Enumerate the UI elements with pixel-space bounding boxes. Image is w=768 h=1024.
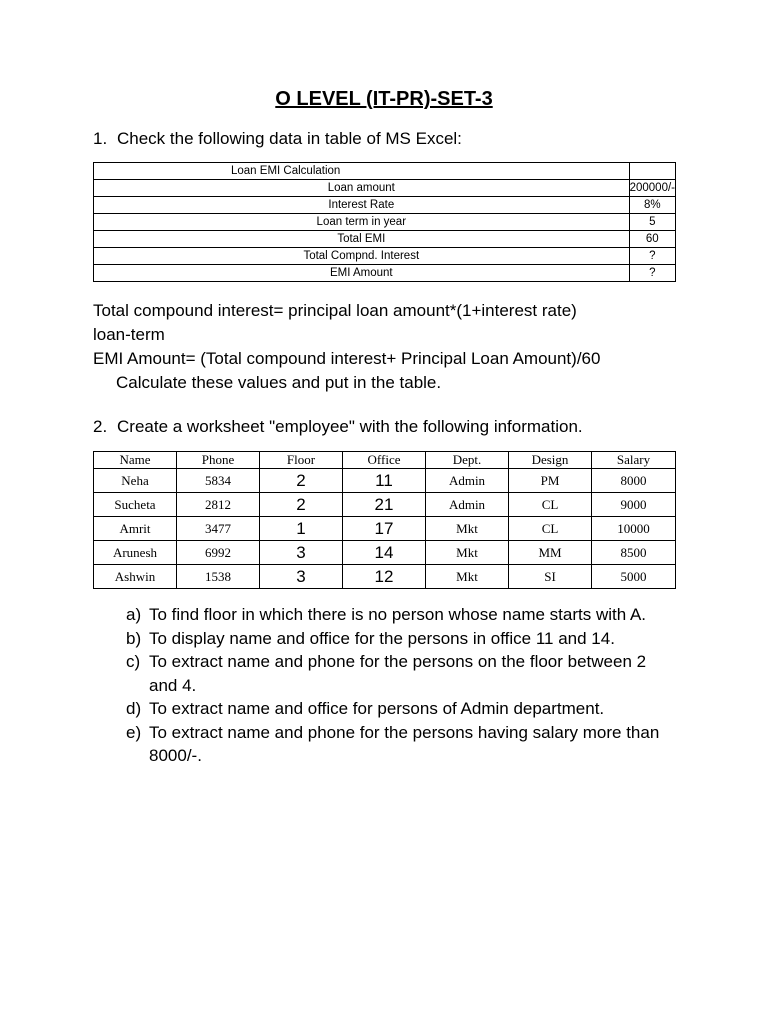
cell-design: CL <box>509 493 592 517</box>
cell-design: PM <box>509 469 592 493</box>
task-text: To extract name and phone for the persons having salary more than 8000/-. <box>149 722 660 765</box>
cell-office: 17 <box>343 517 426 541</box>
list-item <box>126 697 679 721</box>
emi-row-label: Loan term in year <box>94 214 630 231</box>
list-item <box>126 627 679 651</box>
emi-row-label: Total Compnd. Interest <box>94 248 630 265</box>
loan-emi-table <box>93 162 676 282</box>
page-title: O LEVEL (IT-PR)-SET-3 <box>275 88 493 110</box>
column-header: Phone <box>177 452 260 469</box>
emi-table-header-value <box>629 163 675 180</box>
cell-dept: Mkt <box>426 565 509 589</box>
cell-salary: 5000 <box>592 565 676 589</box>
list-item <box>126 650 679 697</box>
question-2 <box>93 417 583 437</box>
emi-row-value: 5 <box>629 214 675 231</box>
task-letter: e) <box>126 722 142 742</box>
cell-office: 14 <box>343 541 426 565</box>
table-row <box>94 197 676 214</box>
question-1-number: 1. <box>93 129 108 148</box>
task-text: To find floor in which there is no person whose name starts with A. <box>149 605 647 624</box>
task-text: To extract name and phone for the persons on the floor between 2 and 4. <box>149 652 647 695</box>
emi-row-value: 60 <box>629 231 675 248</box>
table-row <box>94 265 676 282</box>
compound-interest-formula-exponent: loan-term <box>93 325 165 344</box>
emi-amount-formula: EMI Amount= (Total compound interest+ Principal Loan Amount)/60 <box>93 349 601 368</box>
emi-row-label: Loan amount <box>94 180 630 197</box>
task-list <box>126 603 679 768</box>
list-item <box>126 721 679 768</box>
task-text: To display name and office for the persons in office 11 and 14. <box>149 628 615 648</box>
cell-dept: Mkt <box>426 517 509 541</box>
emi-row-label: Total EMI <box>94 231 630 248</box>
question-2-number: 2. <box>93 417 108 436</box>
emi-row-value: ? <box>629 265 675 282</box>
cell-name: Sucheta <box>94 493 177 517</box>
table-row <box>94 469 676 493</box>
question-1 <box>93 129 462 149</box>
emi-row-label: EMI Amount <box>94 265 630 282</box>
cell-dept: Mkt <box>426 541 509 565</box>
cell-design: CL <box>509 517 592 541</box>
emi-row-value: 200000/- <box>629 180 675 197</box>
question-2-text: Create a worksheet "employee" with the following information. <box>117 417 583 436</box>
cell-salary: 9000 <box>592 493 676 517</box>
table-row <box>94 493 676 517</box>
cell-floor: 2 <box>260 469 343 493</box>
cell-name: Amrit <box>94 517 177 541</box>
cell-design: MM <box>509 541 592 565</box>
emi-row-value: 8% <box>629 197 675 214</box>
task-letter: b) <box>126 628 142 648</box>
column-header: Design <box>509 452 592 469</box>
table-row <box>94 180 676 197</box>
list-item <box>126 603 679 627</box>
table-row <box>94 565 676 589</box>
task-letter: c) <box>126 652 141 671</box>
cell-office: 11 <box>343 469 426 493</box>
table-row <box>94 214 676 231</box>
cell-dept: Admin <box>426 469 509 493</box>
column-header: Office <box>343 452 426 469</box>
task-text: To extract name and office for persons of Admin department. <box>149 699 605 718</box>
cell-phone: 1538 <box>177 565 260 589</box>
cell-name: Neha <box>94 469 177 493</box>
calculate-instruction: Calculate these values and put in the table. <box>116 373 442 392</box>
cell-salary: 8500 <box>592 541 676 565</box>
column-header: Dept. <box>426 452 509 469</box>
cell-phone: 2812 <box>177 493 260 517</box>
question-1-text: Check the following data in table of MS Excel: <box>117 129 462 148</box>
task-letter: d) <box>126 699 142 718</box>
table-header-row <box>94 452 676 469</box>
column-header: Name <box>94 452 177 469</box>
formula-block <box>93 299 600 395</box>
column-header: Salary <box>592 452 676 469</box>
table-row <box>94 231 676 248</box>
cell-name: Ashwin <box>94 565 177 589</box>
cell-salary: 10000 <box>592 517 676 541</box>
emi-row-value: ? <box>629 248 675 265</box>
table-row <box>94 541 676 565</box>
cell-office: 12 <box>343 565 426 589</box>
emi-table-header: Loan EMI Calculation <box>94 163 630 180</box>
cell-dept: Admin <box>426 493 509 517</box>
table-row <box>94 517 676 541</box>
emi-row-label: Interest Rate <box>94 197 630 214</box>
cell-floor: 1 <box>260 517 343 541</box>
compound-interest-formula: Total compound interest= principal loan amount*(1+interest rate) <box>93 301 577 320</box>
employee-table <box>93 451 676 589</box>
cell-name: Arunesh <box>94 541 177 565</box>
cell-floor: 3 <box>260 565 343 589</box>
cell-floor: 2 <box>260 493 343 517</box>
cell-office: 21 <box>343 493 426 517</box>
cell-design: SI <box>509 565 592 589</box>
task-letter: a) <box>126 605 142 624</box>
cell-phone: 6992 <box>177 541 260 565</box>
cell-phone: 3477 <box>177 517 260 541</box>
column-header: Floor <box>260 452 343 469</box>
cell-floor: 3 <box>260 541 343 565</box>
cell-salary: 8000 <box>592 469 676 493</box>
table-row <box>94 163 676 180</box>
cell-phone: 5834 <box>177 469 260 493</box>
table-row <box>94 248 676 265</box>
